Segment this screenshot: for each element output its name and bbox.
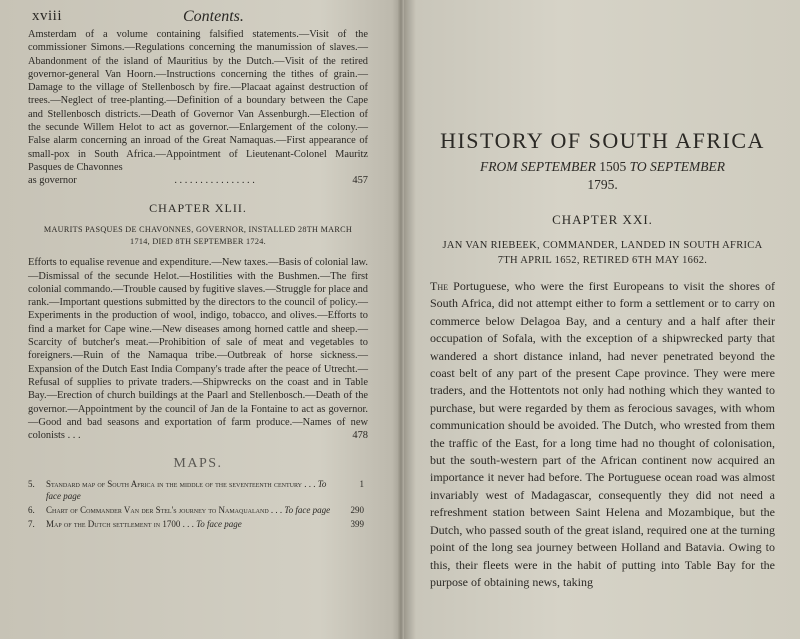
- continued-summary-last-line: [28, 174, 368, 187]
- book-subtitle: [430, 158, 775, 194]
- chapter-xlii-subhead-line2: 1714, DIED 8TH SEPTEMBER 1724.: [130, 237, 266, 247]
- map-entry-title: Chart of Commander Van der Stel's journey to Namaqualand: [46, 505, 269, 516]
- chapter-xlii-heading: CHAPTER XLII.: [149, 201, 247, 216]
- subtitle-from: FROM SEPTEMBER: [480, 159, 596, 174]
- left-running-title: Contents.: [183, 8, 244, 25]
- map-entry-number: 6.: [28, 505, 35, 516]
- map-entry-number: 5.: [28, 479, 35, 490]
- subtitle-start-year: 1505: [599, 159, 627, 174]
- body-first-word: The: [430, 279, 448, 293]
- left-page: [28, 6, 368, 636]
- chapter-xxi-subhead-line1: JAN VAN RIEBEEK, COMMANDER, LANDED IN SOUTH AFRICA: [442, 240, 763, 251]
- chapter-xlii-page: 478: [352, 430, 368, 442]
- continued-summary-paragraph: Amsterdam of a volume containing falsified statements.—Visit of the commissioner Simons.—Regulations concerning the manumission of slaves.—Abandonment of the island of Mauritius by the Dutch.—Visit of the retired governor-general Van Hoorn.—Instructions concerning the tithes of grain.—Damage to the village of Stellenbosch by fire.—Placaat against destruction of trees.—Neglect of tree-planting.—Definition of a boundary between the Cape and Stellenbosch districts.—Death of Governor Van Assenburgh.—Election of the secunde Willem Helot to act as governor.—Enlargement of the colony.—False alarm concerning an inroad of the Great Namaquas.—First appearance of small-pox in South Africa.—Appointment of Lieutenant-Colonel Mauritz Pasques de Chavonnes: [28, 29, 368, 173]
- subtitle-end-year: 1795.: [587, 177, 618, 192]
- left-running-header: [28, 6, 368, 28]
- map-entry-face: To face page: [284, 505, 331, 516]
- map-entry-number: 7.: [28, 519, 35, 530]
- chapter-xxi-body: [430, 278, 775, 591]
- chapter-xxi-subhead: [430, 238, 775, 268]
- map-entry: 7. Map of the Dutch settlement in 1700 . . . To face page 399: [28, 519, 364, 530]
- map-entry-face: To face page: [46, 479, 327, 502]
- subtitle-to: TO SEPTEMBER: [629, 159, 725, 174]
- map-entry-page: 399: [350, 519, 364, 530]
- map-entry-page: 1: [359, 479, 364, 490]
- last-line-text: as governor: [28, 175, 77, 187]
- maps-heading: MAPS.: [173, 456, 223, 472]
- map-entry: 6. Chart of Commander Van der Stel's journey to Namaqualand . . . To face page 290: [28, 505, 364, 516]
- body-text: Portuguese, who were the first Europeans to visit the shores of South Africa, did not attempt either to form a settlement or to carry on commerce below Delagoa Bay, and a century and a half after their occupation of Sofala, with the exception of a shipwrecked party that wandered a short distance inland, had never penetrated beyond the coast belt of any part of the present Cape province. They were mere traders, and the Hottentots not only had nothing which they wanted to purchase, but were regarded by them as ferocious savages, with whom communication should be avoided. The Dutch, who wrested from them the traffic of the East, for a long time had no thought of colonisation, but the south-western part of the African continent now acquired an importance it never had before. The Portuguese ocean road was almost invariably west of Madagascar, consequently they did not need a refreshment station between Saint Helena and Mozambique, but the Dutch, who passed south of the great island, required one at the turning point of the long sea journey between Holland and Batavia. Owing to this, their fleets were in the habit of putting into Table Bay for the purpose of obtaining news, taking: [430, 279, 775, 589]
- chapter-xlii-summary: [28, 256, 368, 442]
- map-entry-page: 290: [350, 505, 364, 516]
- chapter-xlii-subhead: [28, 224, 368, 248]
- book-gutter: [398, 0, 404, 639]
- map-entry-title: Map of the Dutch settlement in 1700: [46, 519, 181, 530]
- map-entry: 5. Standard map of South Africa in the middle of the seventeenth century . . . To face page 1: [28, 479, 364, 502]
- last-line-page: 457: [352, 175, 368, 187]
- chapter-xlii-dots: . . .: [67, 430, 81, 442]
- left-page-number: xviii: [32, 8, 63, 24]
- maps-list: [28, 478, 368, 530]
- book-title: HISTORY OF SOUTH AFRICA: [440, 128, 765, 153]
- map-entry-title: Standard map of South Africa in the middle of the seventeenth century: [46, 479, 302, 490]
- chapter-xlii-summary-text: Efforts to equalise revenue and expenditure.—New taxes.—Basis of colonial law.—Dismissal of the secunde Helot.—Hostilities with the Bushmen.—The first colonial commando.—Trouble caused by fugitive slaves.—Struggle for place and rank.—Important questions submitted by the directors to the council of policy.—Experiments in the production of wool, indigo, tobacco, and olives.—Efforts to find a market for Cape wine.—New diseases among horned cattle and sheep.—Scarcity of butcher's meat.—Prohibition of sale of meat and vegetables to foreigners.—Ruin of the Namaqua tribe.—Outbreak of horse sickness.—Expansion of the Dutch East India Company's trade after the peace of Utrecht.—Refusal of supplies to private traders.—Shipwrecks on the coast and in Table Bay.—Erection of church buildings at the Paarl and Stellenbosch.—Death of the governor.—Appointment by the council of Jan de la Fontaine to act as governor.—Good and bad seasons and exportation of farm produce.—Names of new colonists: [28, 257, 368, 442]
- map-entry-face: To face page: [196, 519, 242, 530]
- chapter-xlii-subhead-line1: MAURITS PASQUES DE CHAVONNES, GOVERNOR, INSTALLED 28TH MARCH: [43, 225, 353, 235]
- last-line-dots: . . . . . . . . . . . . . . . .: [174, 175, 255, 187]
- chapter-xxi-subhead-line2: 7TH APRIL 1652, RETIRED 6TH MAY 1662.: [497, 255, 708, 266]
- chapter-xxi-heading: CHAPTER XXI.: [552, 212, 653, 227]
- right-page: [430, 128, 775, 638]
